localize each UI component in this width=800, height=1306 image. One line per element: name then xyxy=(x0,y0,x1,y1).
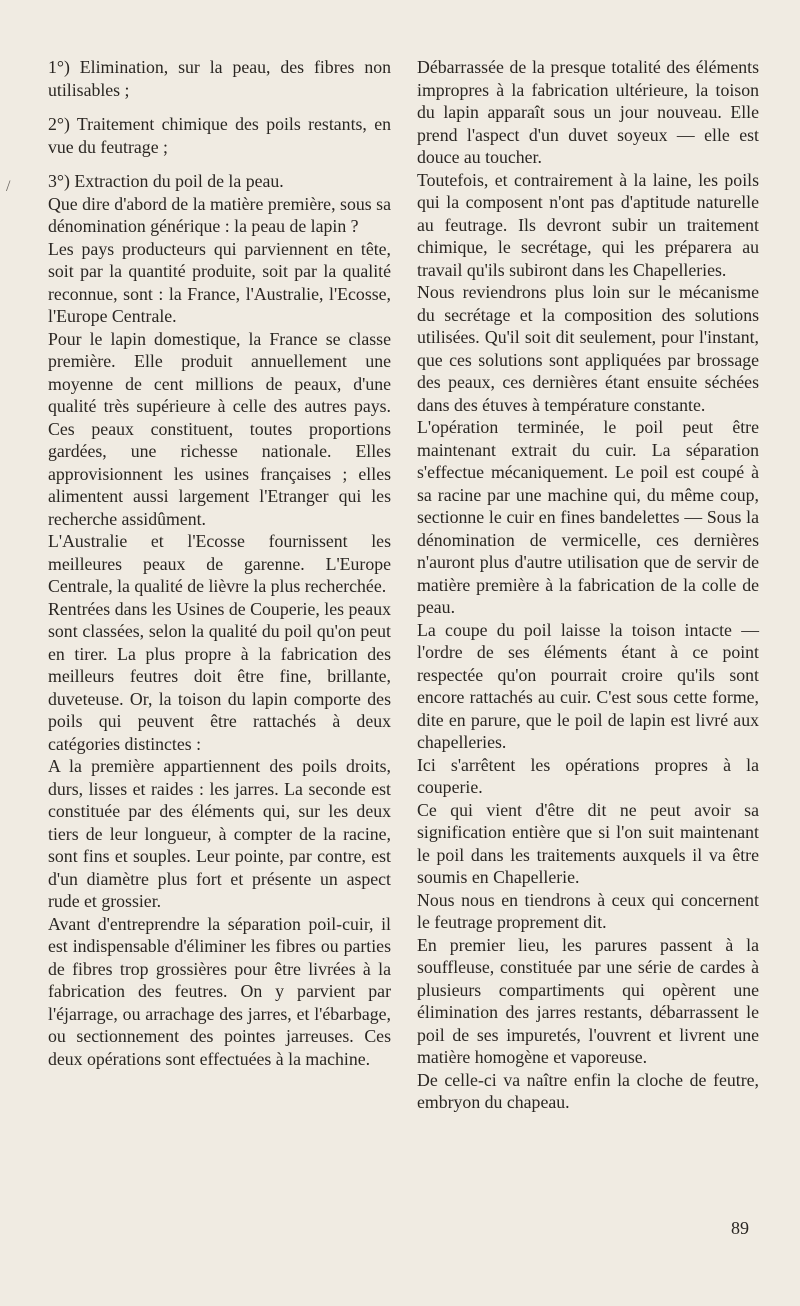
paragraph: Nous reviendrons plus loin sur le mécanisme du secrétage et la composition des solutions utilisées. Qu'il soit dit seulement, pour l'instant, que ces solutions sont appliquées par brossage des peaux, ces dernières étant ensuite séchées dans des étuves à température constante. xyxy=(417,282,759,415)
paragraph: De celle-ci va naître enfin la cloche de feutre, embryon du chapeau. xyxy=(417,1069,759,1112)
paragraph: En premier lieu, les parures passent à la souffleuse, constituée par une série de cardes à plusieurs compartiments qui opèrent une élimination des jarres restants, débarrassent le poil de ses impuretés, l'ouvrent et livrent une matière homogène et vaporeuse. xyxy=(417,934,759,1067)
paragraph: Avant d'entreprendre la séparation poil-cuir, il est indispensable d'éliminer les fibres ou parties de fibres trop grossières pour être livrées à la fabrication des feutres. On y parvient par l'éjarrage, ou arrachage des jarres, et l'ébarbage, ou sectionnement des pointes jarreuses. Ces deux opérations sont effectuées à la machine. xyxy=(48,913,391,1069)
margin-mark: / xyxy=(6,178,11,195)
paragraph: 2°) Traitement chimique des poils restants, en vue du feutrage ; xyxy=(48,114,391,157)
paragraph: Ici s'arrêtent les opérations propres à la couperie. xyxy=(417,754,759,797)
paragraph: La coupe du poil laisse la toison intacte — l'ordre de ses éléments étant à ce point respectée qu'on pourrait croire qu'ils sont encore rattachés au cuir. C'est sous cette forme, dite en parure, que le poil de lapin est livré aux chapelleries. xyxy=(417,619,759,752)
paragraph: Pour le lapin domestique, la France se classe première. Elle produit annuellement une moyenne de cent millions de peaux, d'une qualité très supérieure à celle des autres pays. Ces peaux constituent, toutes proportions gardées, une richesse nationale. Elles approvisionnent les usines françaises ; elles alimentent aussi largement l'Etranger qui les recherche assidûment. xyxy=(48,328,391,529)
left-column xyxy=(48,56,391,1070)
paragraph: L'Australie et l'Ecosse fournissent les meilleures peaux de garenne. L'Europe Centrale, la qualité de lièvre la plus recherchée. xyxy=(48,531,391,596)
paragraph: Nous nous en tiendrons à ceux qui concernent le feutrage proprement dit. xyxy=(417,889,759,932)
page-number: 89 xyxy=(731,1218,749,1238)
paragraph: L'opération terminée, le poil peut être maintenant extrait du cuir. La séparation s'effectue mécaniquement. Le poil est coupé à sa racine par une machine qui, du même coup, sectionne le cuir en fines bandelettes — Sous la dénomination de vermicelle, ces dernières n'auront plus d'autre utilisation que de servir de matière première à la fabrication de la colle de peau. xyxy=(417,417,759,617)
paragraph: Rentrées dans les Usines de Couperie, les peaux sont classées, selon la qualité du poil qu'on peut en tirer. La plus propre à la fabrication des meilleurs feutres doit être fine, brillante, duveteuse. Or, la toison du lapin comporte des poils qui peuvent être rattachés à deux catégories distinctes : xyxy=(48,598,391,754)
paragraph: 1°) Elimination, sur la peau, des fibres non utilisables ; xyxy=(48,57,391,100)
paragraph: 3°) Extraction du poil de la peau. xyxy=(48,171,284,191)
paragraph: Toutefois, et contrairement à la laine, les poils qui la composent n'ont pas d'aptitude naturelle au feutrage. Ils devront subir un traitement chimique, le secrétage, qui les préparera au travail qu'ils subiront dans les Chapelleries. xyxy=(417,169,759,280)
paragraph: Débarrassée de la presque totalité des éléments impropres à la fabrication ultérieure, la toison du lapin apparaît sous un jour nouveau. Elle prend l'aspect d'un duvet soyeux — elle est douce au toucher. xyxy=(417,57,759,167)
paragraph: Les pays producteurs qui parviennent en tête, soit par la quantité produite, soit par la qualité reconnue, sont : la France, l'Australie, l'Ecosse, l'Europe Centrale. xyxy=(48,238,391,326)
paragraph: A la première appartiennent des poils droits, durs, lisses et raides : les jarres. La seconde est constituée par des éléments qui, sur les deux tiers de leur longueur, à compter de la racine, sont fins et souples. Leur pointe, par contre, est d'un diamètre plus fort et présente un aspect rude et grossier. xyxy=(48,756,391,911)
paragraph: Ce qui vient d'être dit ne peut avoir sa signification entière que si l'on suit maintenant le poil dans les traitements auxquels il va être soumis en Chapellerie. xyxy=(417,799,759,887)
paragraph: Que dire d'abord de la matière première, sous sa dénomination générique : la peau de lapin ? xyxy=(48,193,391,236)
right-column xyxy=(417,56,759,1114)
